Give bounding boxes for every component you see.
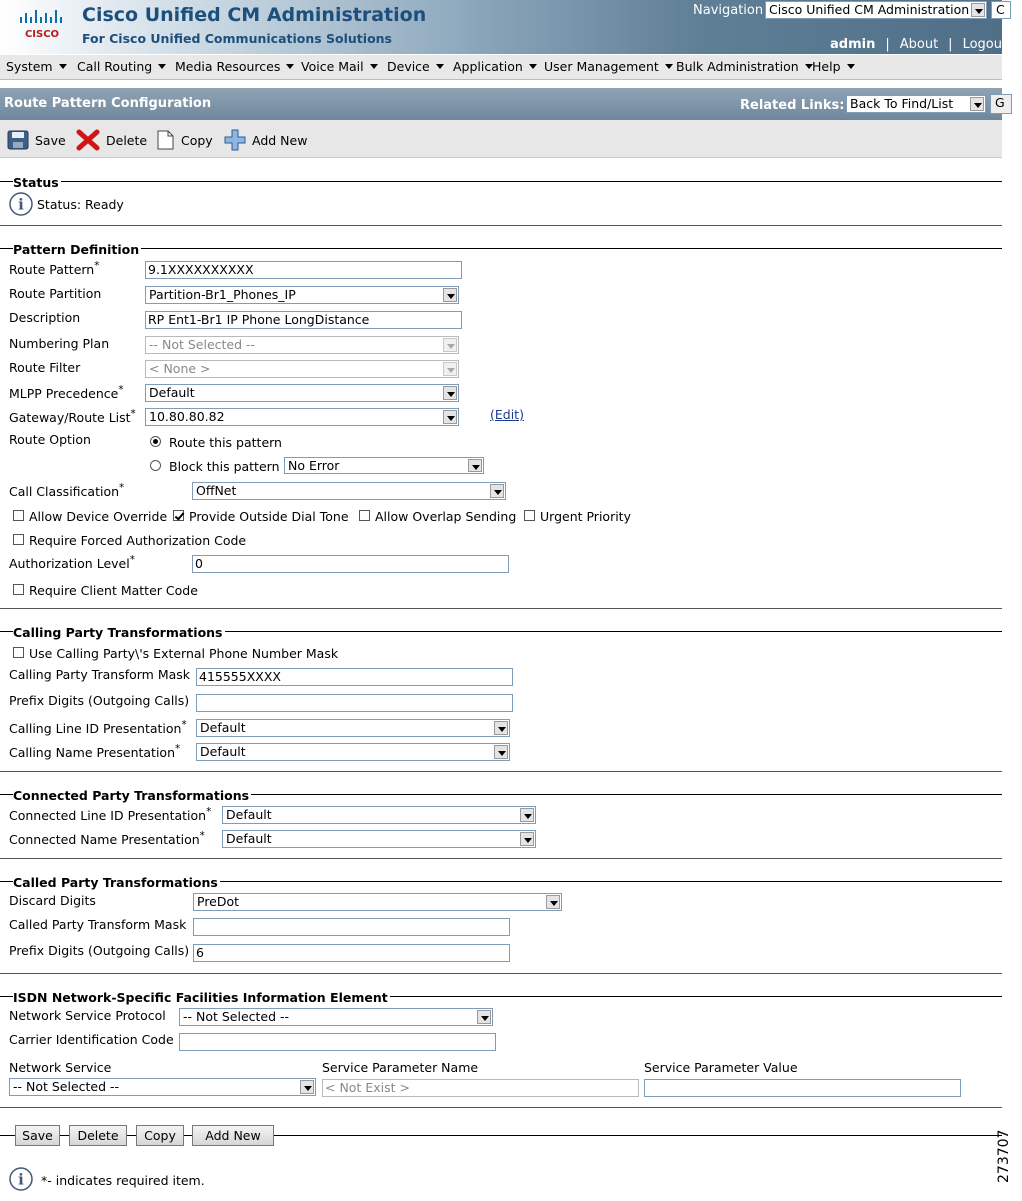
calling-line-id-select[interactable] bbox=[196, 719, 510, 737]
status-divider bbox=[0, 181, 1002, 182]
network-service-select[interactable] bbox=[9, 1078, 316, 1096]
client-matter-code-label: Require Client Matter Code bbox=[29, 583, 198, 598]
calling-prefix-digits-label: Prefix Digits (Outgoing Calls) bbox=[9, 693, 190, 708]
call-classification-label: Call Classification* bbox=[9, 482, 125, 500]
authorization-level-label: Authorization Level* bbox=[9, 554, 135, 572]
connected-line-id-label: Connected Line ID Presentation* bbox=[9, 806, 212, 824]
isdn-heading: ISDN Network-Specific Facilities Information Element bbox=[13, 990, 388, 1005]
required-footnote: *- indicates required item. bbox=[41, 1173, 205, 1188]
copy-button-label: Copy bbox=[181, 132, 213, 148]
connected-line-id-value: Default bbox=[226, 807, 272, 822]
save-button-label: Save bbox=[35, 132, 66, 148]
urgent-priority-label: Urgent Priority bbox=[540, 509, 631, 524]
menu-user-management[interactable] bbox=[544, 59, 673, 74]
calling-line-id-label: Calling Line ID Presentation* bbox=[9, 719, 187, 737]
mlpp-precedence-select[interactable] bbox=[145, 384, 459, 402]
mlpp-precedence-label: MLPP Precedence* bbox=[9, 384, 124, 402]
related-go-label: G bbox=[995, 95, 1005, 110]
block-reason-select[interactable] bbox=[284, 457, 484, 474]
edit-gateway-link[interactable]: (Edit) bbox=[490, 407, 524, 422]
user-name: admin bbox=[830, 37, 876, 52]
description-input[interactable]: RP Ent1-Br1 IP Phone LongDistance bbox=[145, 311, 462, 329]
urgent-priority-checkbox[interactable] bbox=[524, 510, 535, 521]
use-external-mask-label: Use Calling Party\'s External Phone Number Mask bbox=[29, 646, 339, 661]
service-parameter-name-input[interactable]: < Not Exist > bbox=[322, 1079, 639, 1097]
discard-digits-value: PreDot bbox=[197, 894, 240, 909]
numbering-plan-label: Numbering Plan bbox=[9, 336, 110, 351]
calling-transform-mask-label: Calling Party Transform Mask bbox=[9, 667, 191, 682]
network-service-label: Network Service bbox=[9, 1060, 112, 1075]
numbering-plan-select[interactable] bbox=[145, 336, 459, 354]
save-icon bbox=[7, 130, 29, 150]
call-classification-value: OffNet bbox=[196, 483, 237, 498]
chevron-down-icon bbox=[490, 484, 504, 498]
cisco-logo bbox=[18, 9, 66, 43]
client-matter-code-checkbox[interactable] bbox=[13, 584, 24, 595]
top-links: admin | About | Logou bbox=[830, 37, 1002, 52]
related-go-button[interactable] bbox=[990, 94, 1012, 114]
delete-icon bbox=[76, 129, 100, 151]
called-prefix-digits-label: Prefix Digits (Outgoing Calls) bbox=[9, 943, 190, 958]
info-icon bbox=[9, 1167, 33, 1191]
block-this-pattern-radio[interactable] bbox=[150, 460, 161, 471]
call-classification-select[interactable] bbox=[192, 482, 506, 500]
delete-button-label: Delete bbox=[106, 132, 148, 148]
chevron-down-icon bbox=[529, 64, 537, 69]
called-bottom-line bbox=[0, 973, 1002, 974]
chevron-down-icon bbox=[847, 64, 855, 69]
calling-name-select[interactable] bbox=[196, 743, 510, 761]
numbering-plan-value: -- Not Selected -- bbox=[149, 337, 256, 352]
menu-device[interactable] bbox=[387, 59, 444, 74]
provide-outside-dial-tone-label: Provide Outside Dial Tone bbox=[189, 509, 349, 524]
chevron-down-icon bbox=[443, 386, 457, 400]
chevron-down-icon bbox=[520, 832, 534, 846]
chevron-down-icon bbox=[494, 745, 508, 759]
menu-system[interactable] bbox=[6, 59, 67, 74]
calling-heading: Calling Party Transformations bbox=[13, 625, 223, 640]
menu-application-label: Application bbox=[453, 59, 523, 74]
chevron-down-icon bbox=[494, 721, 508, 735]
copy-button[interactable] bbox=[155, 130, 213, 150]
delete-button[interactable] bbox=[76, 130, 147, 150]
chevron-down-icon bbox=[443, 288, 457, 302]
toolbar bbox=[0, 120, 1002, 158]
bottom-copy-button[interactable]: Copy bbox=[136, 1125, 184, 1146]
calling-name-label: Calling Name Presentation* bbox=[9, 743, 181, 761]
calling-transform-mask-input[interactable]: 415555XXXX bbox=[196, 668, 513, 686]
block-reason-value: No Error bbox=[288, 458, 340, 473]
allow-overlap-sending-label: Allow Overlap Sending bbox=[375, 509, 517, 524]
allow-overlap-sending-checkbox[interactable] bbox=[359, 510, 370, 521]
chevron-down-icon bbox=[158, 64, 166, 69]
go-button-cut-label: C bbox=[996, 2, 1005, 17]
route-this-pattern-radio[interactable] bbox=[150, 436, 161, 447]
menu-help-label: Help bbox=[812, 59, 841, 74]
app-title: Cisco Unified CM Administration bbox=[82, 4, 427, 26]
menu-application[interactable] bbox=[453, 59, 537, 74]
status-heading: Status bbox=[13, 175, 59, 190]
called-transform-mask-label: Called Party Transform Mask bbox=[9, 917, 187, 932]
provide-outside-dial-tone-checkbox[interactable] bbox=[173, 510, 184, 521]
connected-heading: Connected Party Transformations bbox=[13, 788, 250, 803]
forced-authorization-checkbox[interactable] bbox=[13, 534, 24, 545]
menu-voice-mail[interactable] bbox=[301, 59, 378, 74]
calling-bottom-line bbox=[0, 771, 1002, 772]
description-label: Description bbox=[9, 310, 81, 325]
menu-device-label: Device bbox=[387, 59, 430, 74]
go-button-cut[interactable] bbox=[991, 1, 1011, 19]
called-heading: Called Party Transformations bbox=[13, 875, 218, 890]
related-links-select[interactable] bbox=[846, 95, 986, 113]
chevron-down-icon bbox=[300, 1080, 314, 1094]
menu-bulk-administration-label: Bulk Administration bbox=[676, 59, 799, 74]
route-filter-value: < None > bbox=[149, 361, 211, 376]
svg-text:CISCO: CISCO bbox=[24, 29, 60, 40]
connected-name-select[interactable] bbox=[222, 830, 536, 848]
menu-call-routing-label: Call Routing bbox=[77, 59, 153, 74]
route-pattern-label: Route Pattern* bbox=[9, 260, 100, 278]
chevron-down-icon bbox=[665, 64, 673, 69]
route-filter-select[interactable] bbox=[145, 360, 459, 378]
isdn-bottom-line bbox=[0, 1107, 1002, 1108]
service-parameter-value-label: Service Parameter Value bbox=[644, 1060, 798, 1075]
route-partition-value: Partition-Br1_Phones_IP bbox=[149, 287, 296, 302]
chevron-down-icon bbox=[970, 97, 984, 111]
chevron-down-icon bbox=[477, 1010, 491, 1024]
status-bottom-line bbox=[0, 225, 1002, 226]
gateway-route-list-select[interactable] bbox=[145, 408, 459, 426]
connected-line-id-select[interactable] bbox=[222, 806, 536, 824]
block-this-pattern-label: Block this pattern bbox=[169, 459, 280, 474]
app-subtitle: For Cisco Unified Communications Solutions bbox=[82, 31, 392, 46]
allow-device-override-label: Allow Device Override bbox=[29, 509, 168, 524]
route-pattern-input[interactable]: 9.1XXXXXXXXXX bbox=[145, 261, 462, 279]
chevron-down-icon bbox=[468, 459, 482, 472]
bottom-save-button[interactable]: Save bbox=[15, 1125, 60, 1146]
info-icon bbox=[9, 192, 33, 216]
network-service-protocol-label: Network Service Protocol bbox=[9, 1008, 166, 1023]
chevron-down-icon bbox=[59, 64, 67, 69]
status-text: Status: Ready bbox=[37, 197, 124, 212]
network-service-protocol-select[interactable] bbox=[179, 1008, 493, 1026]
figure-number: 273707 bbox=[996, 1129, 1012, 1183]
connected-name-value: Default bbox=[226, 831, 272, 846]
about-link[interactable]: About bbox=[899, 37, 939, 52]
svg-text:i: i bbox=[18, 1170, 24, 1189]
discard-digits-select[interactable] bbox=[193, 893, 562, 911]
pattern-heading: Pattern Definition bbox=[13, 242, 140, 257]
menu-voice-mail-label: Voice Mail bbox=[301, 59, 364, 74]
menu-call-routing[interactable] bbox=[77, 59, 166, 74]
navigation-label: Navigation bbox=[693, 3, 764, 18]
chevron-down-icon bbox=[546, 895, 560, 909]
route-filter-label: Route Filter bbox=[9, 360, 81, 375]
mlpp-precedence-value: Default bbox=[149, 385, 195, 400]
menu-media-resources-label: Media Resources bbox=[175, 59, 281, 74]
forced-authorization-label: Require Forced Authorization Code bbox=[29, 533, 247, 548]
bottom-delete-button[interactable]: Delete bbox=[69, 1125, 127, 1146]
related-links-value: Back To Find/List bbox=[850, 96, 954, 111]
pattern-divider bbox=[0, 248, 1002, 249]
carrier-id-code-label: Carrier Identification Code bbox=[9, 1032, 174, 1047]
network-service-protocol-value: -- Not Selected -- bbox=[183, 1009, 290, 1024]
chevron-down-icon bbox=[436, 64, 444, 69]
chevron-down-icon bbox=[443, 338, 457, 352]
plus-icon bbox=[224, 129, 246, 151]
navigation-select-value: Cisco Unified CM Administration bbox=[769, 2, 970, 17]
save-button[interactable] bbox=[7, 130, 66, 150]
route-this-pattern-label: Route this pattern bbox=[169, 435, 282, 450]
service-parameter-name-label: Service Parameter Name bbox=[322, 1060, 479, 1075]
gateway-route-list-label: Gateway/Route List* bbox=[9, 408, 136, 426]
use-external-mask-checkbox[interactable] bbox=[13, 647, 24, 658]
calling-line-id-value: Default bbox=[200, 720, 246, 735]
calling-prefix-digits-input[interactable] bbox=[196, 694, 513, 712]
menu-bulk-administration[interactable] bbox=[676, 59, 813, 74]
bottom-add-new-button[interactable]: Add New bbox=[192, 1125, 274, 1146]
called-prefix-digits-input[interactable]: 6 bbox=[193, 944, 510, 962]
menu-media-resources[interactable] bbox=[175, 59, 294, 74]
page-title: Route Pattern Configuration bbox=[4, 96, 212, 111]
chevron-down-icon bbox=[520, 808, 534, 822]
chevron-down-icon bbox=[370, 64, 378, 69]
discard-digits-label: Discard Digits bbox=[9, 893, 96, 908]
connected-bottom-line bbox=[0, 858, 1002, 859]
called-transform-mask-input[interactable] bbox=[193, 918, 510, 936]
copy-icon bbox=[155, 130, 175, 150]
connected-name-label: Connected Name Presentation* bbox=[9, 830, 205, 848]
route-option-label: Route Option bbox=[9, 432, 91, 447]
service-parameter-value-input[interactable] bbox=[644, 1079, 961, 1097]
svg-text:i: i bbox=[18, 195, 24, 214]
menu-help[interactable] bbox=[812, 59, 855, 74]
allow-device-override-checkbox[interactable] bbox=[13, 510, 24, 521]
chevron-down-icon bbox=[286, 64, 294, 69]
chevron-down-icon bbox=[971, 3, 985, 17]
network-service-value: -- Not Selected -- bbox=[13, 1079, 120, 1094]
menu-system-label: System bbox=[6, 59, 53, 74]
authorization-level-input[interactable]: 0 bbox=[192, 555, 509, 573]
pattern-bottom-line bbox=[0, 608, 1002, 609]
navigation-select[interactable] bbox=[765, 1, 987, 19]
calling-name-value: Default bbox=[200, 744, 246, 759]
add-new-button-label: Add New bbox=[252, 132, 308, 148]
menu-user-management-label: User Management bbox=[544, 59, 659, 74]
route-partition-label: Route Partition bbox=[9, 286, 102, 301]
route-partition-select[interactable] bbox=[145, 286, 459, 304]
chevron-down-icon bbox=[443, 410, 457, 424]
related-links-label: Related Links: bbox=[740, 98, 845, 113]
add-new-button[interactable] bbox=[224, 130, 307, 150]
gateway-route-list-value: 10.80.80.82 bbox=[149, 409, 225, 424]
logout-link[interactable]: Logou bbox=[962, 37, 1002, 52]
chevron-down-icon bbox=[443, 362, 457, 376]
carrier-id-code-input[interactable] bbox=[179, 1033, 496, 1051]
